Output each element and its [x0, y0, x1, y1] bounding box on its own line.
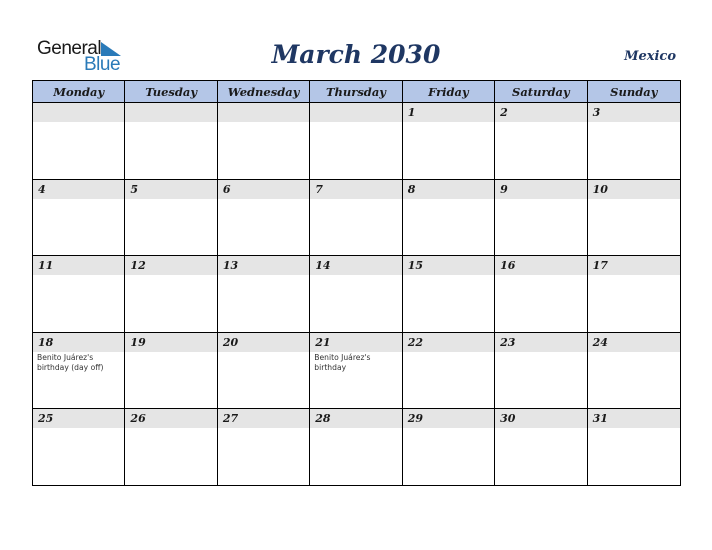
day-number: 18: [38, 335, 54, 349]
weekday-header: Tuesday: [125, 81, 217, 102]
day-number-bar: [33, 180, 124, 199]
day-cell: [310, 333, 402, 409]
day-cell: [588, 333, 680, 409]
day-number: 25: [38, 412, 54, 426]
day-number: 15: [407, 259, 424, 273]
day-cell: [33, 333, 125, 409]
weekday-header: Friday: [403, 81, 495, 102]
calendar-title: March 2030: [271, 40, 441, 69]
day-cell: [125, 256, 217, 332]
day-number: 3: [592, 106, 601, 119]
day-cell: [495, 180, 587, 256]
weekday-header: Monday: [33, 81, 125, 102]
calendar-grid: [32, 80, 681, 486]
day-number: 20: [222, 335, 239, 349]
day-cell: [495, 409, 587, 486]
day-number: 17: [592, 259, 608, 273]
day-number-bar: [310, 103, 401, 122]
day-cell: [125, 180, 217, 256]
day-cell: [588, 103, 680, 179]
week-row: [33, 409, 680, 486]
week-row: [33, 256, 680, 333]
week-row: [33, 333, 680, 410]
day-number: 9: [500, 182, 508, 196]
day-number-bar: [218, 180, 309, 199]
weekday-header-row: [33, 81, 680, 103]
day-cell: [125, 333, 217, 409]
day-cell: [33, 103, 125, 179]
day-number: 29: [407, 412, 424, 426]
logo-text-general: General: [37, 38, 102, 59]
day-number: 31: [592, 412, 608, 426]
day-number: 4: [38, 182, 46, 196]
day-cell: [495, 333, 587, 409]
logo-text-blue: Blue: [84, 54, 121, 75]
week-row: [33, 103, 680, 180]
day-number-bar: [125, 103, 216, 122]
day-cell: [33, 409, 125, 486]
day-cell: [218, 103, 310, 179]
day-number: 30: [500, 412, 516, 426]
day-number: 12: [130, 259, 146, 273]
day-cell: [588, 180, 680, 256]
day-number-bar: [218, 103, 309, 122]
day-cell: [125, 103, 217, 179]
day-number: 14: [315, 259, 331, 273]
day-number: 5: [130, 182, 139, 196]
day-number: 7: [315, 182, 323, 196]
day-cell: [310, 180, 402, 256]
day-cell: [218, 333, 310, 409]
holiday-label: Benito Juárez's birthday: [314, 352, 371, 372]
week-row: [33, 180, 680, 257]
day-number: 21: [315, 335, 331, 349]
day-cell: [403, 180, 495, 256]
day-cell: [588, 256, 680, 332]
day-cell: [310, 256, 402, 332]
holiday-label: Benito Juárez's birthday (day off): [37, 352, 104, 372]
day-number: 23: [500, 335, 516, 349]
day-number-bar: [403, 180, 494, 199]
day-cell: [33, 180, 125, 256]
day-number: 10: [592, 182, 608, 196]
weekday-header: Thursday: [310, 81, 402, 102]
day-cell: [403, 409, 495, 486]
day-number: 26: [130, 412, 146, 426]
day-cell: [495, 256, 587, 332]
day-cell: [495, 103, 587, 179]
day-cell: [588, 409, 680, 486]
day-cell: [310, 103, 402, 179]
day-number: 2: [500, 106, 508, 119]
day-number: 16: [500, 259, 516, 273]
weeks-container: [33, 103, 680, 486]
day-number-bar: [403, 103, 494, 122]
day-number: 24: [592, 335, 608, 349]
day-number: 19: [130, 335, 146, 349]
day-number: 13: [222, 259, 239, 273]
day-cell: [310, 409, 402, 486]
day-cell: [403, 256, 495, 332]
day-cell: [403, 103, 495, 179]
day-number-bar: [125, 180, 216, 199]
day-number-bar: [33, 103, 124, 122]
day-number: 28: [315, 412, 331, 426]
day-number-bar: [495, 180, 586, 199]
day-cell: [218, 180, 310, 256]
day-number: 8: [407, 182, 416, 196]
weekday-header: Sunday: [610, 84, 658, 99]
day-number-bar: [588, 103, 680, 122]
day-number-bar: [310, 180, 401, 199]
day-number: 1: [407, 106, 416, 119]
day-number: 11: [38, 259, 54, 273]
day-number: 22: [407, 335, 424, 349]
day-number-bar: [495, 103, 586, 122]
weekday-header: Wednesday: [218, 81, 310, 102]
day-cell: [33, 256, 125, 332]
day-cell: [218, 409, 310, 486]
weekday-header: Saturday: [495, 81, 587, 102]
day-number: 6: [222, 182, 231, 196]
day-cell: [403, 333, 495, 409]
day-cell: [125, 409, 217, 486]
country-label: Mexico: [624, 49, 676, 64]
day-cell: [218, 256, 310, 332]
day-number: 27: [222, 412, 239, 426]
